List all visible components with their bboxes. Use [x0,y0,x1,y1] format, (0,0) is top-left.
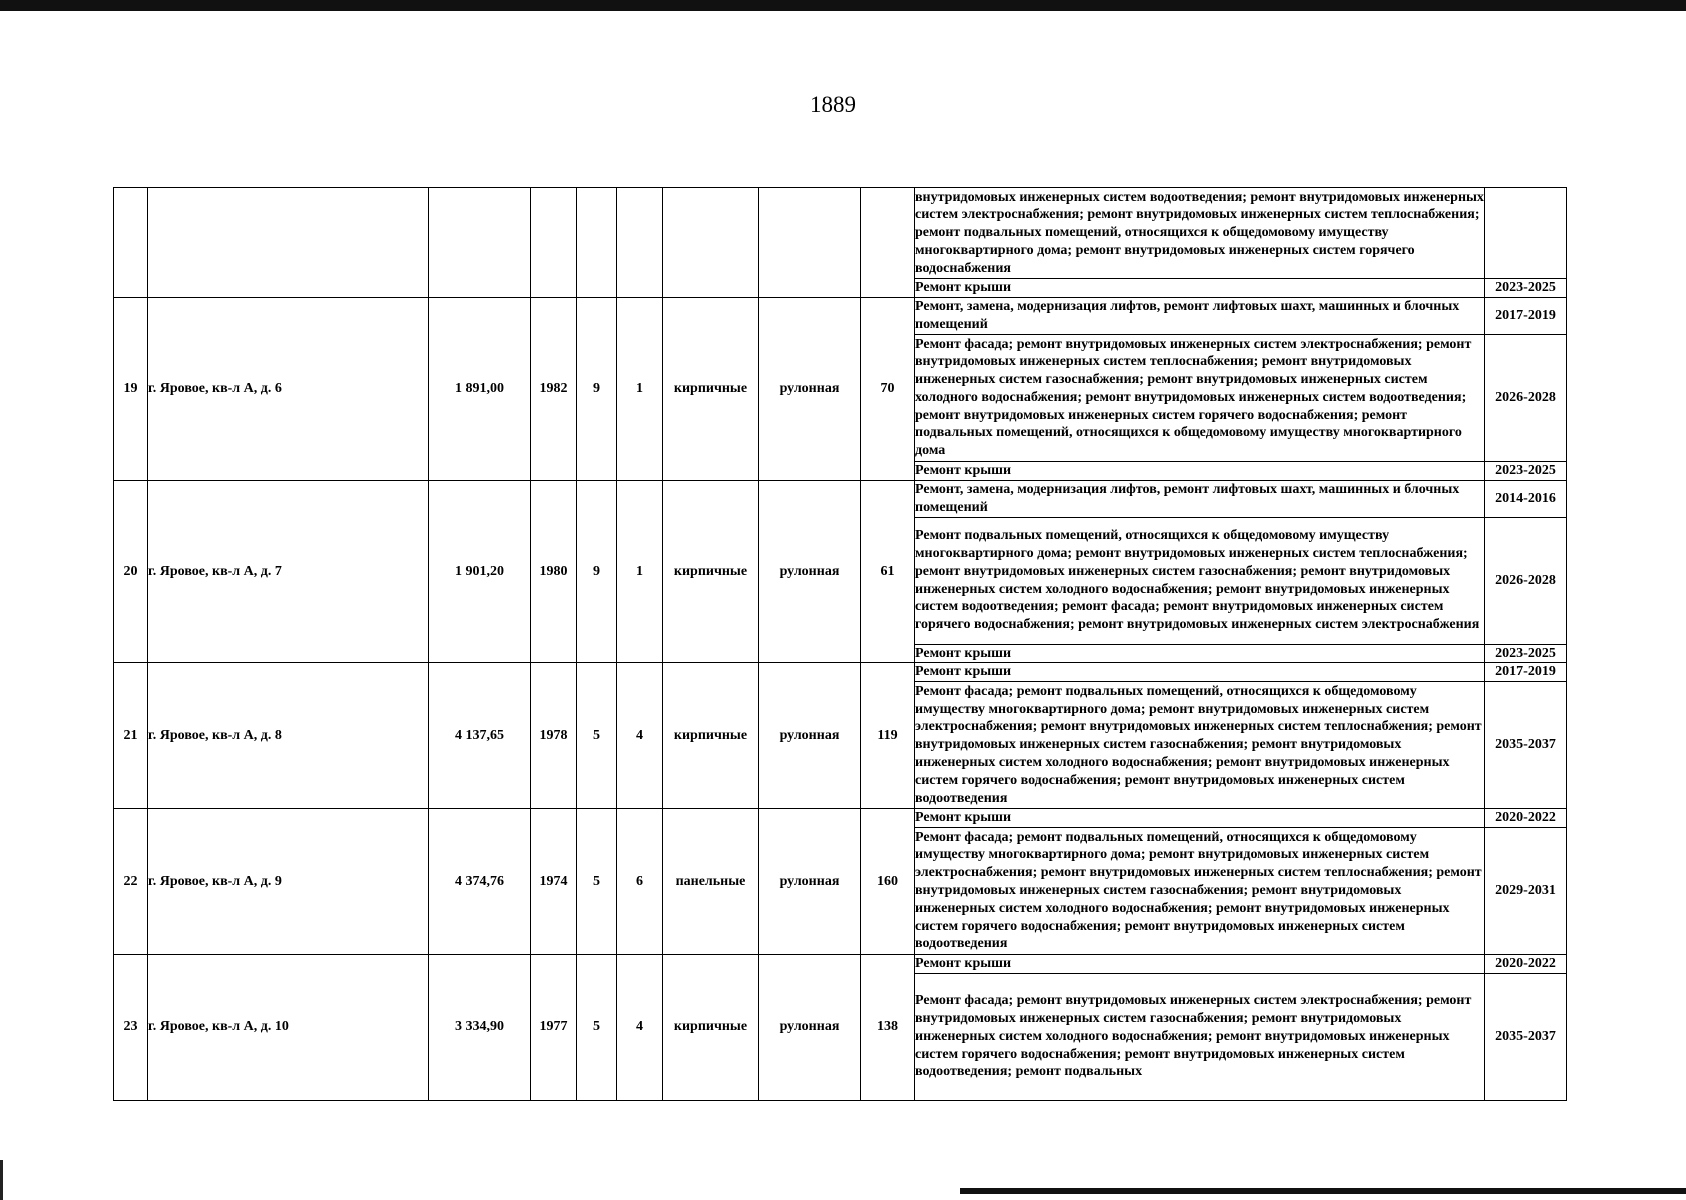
walls-cell: кирпичные [663,954,759,1100]
table-row [114,188,1567,279]
address-cell: г. Яровое, кв-л А, д. 7 [148,480,429,663]
year-cell: 1980 [531,480,577,663]
roof-cell: рулонная [759,297,861,480]
entrances-cell: 4 [617,954,663,1100]
walls-cell [663,188,759,298]
period-cell: 2017-2019 [1485,297,1567,334]
address-cell: г. Яровое, кв-л А, д. 9 [148,809,429,955]
table-row [114,954,1567,973]
num-cell: 22 [114,809,148,955]
work-cell: внутридомовых инженерных систем водоотведения; ремонт внутридомовых инженерных систем электроснабжения; ремонт внутридомовых инженерных систем теплоснабжения; ремонт подвальных помещений, относящихся к общедомовому имуществу многоквартирного дома; ремонт внутридомовых инженерных систем горячего водоснабжения [915,188,1485,279]
table-body [114,188,1567,1101]
num-cell: 23 [114,954,148,1100]
work-cell: Ремонт, замена, модернизация лифтов, ремонт лифтовых шахт, машинных и блочных помещений [915,297,1485,334]
entrances-cell: 4 [617,663,663,809]
walls-cell: панельные [663,809,759,955]
roof-cell: рулонная [759,663,861,809]
address-cell: г. Яровое, кв-л А, д. 10 [148,954,429,1100]
work-cell: Ремонт крыши [915,809,1485,828]
period-cell: 2020-2022 [1485,809,1567,828]
num-cell: 19 [114,297,148,480]
work-cell: Ремонт фасада; ремонт подвальных помещений, относящихся к общедомовому имуществу многоквартирного дома; ремонт внутридомовых инженерных систем электроснабжения; ремонт внутридомовых инженерных систем теплоснабжения; ремонт внутридомовых инженерных систем газоснабжения; ремонт внутридомовых инженерных систем холодного водоснабжения; ремонт внутридомовых инженерных систем горячего водоснабжения; ремонт внутридомовых инженерных систем водоотведения [915,682,1485,809]
area-cell [429,188,531,298]
work-cell: Ремонт фасада; ремонт подвальных помещений, относящихся к общедомовому имуществу многоквартирного дома; ремонт внутридомовых инженерных систем электроснабжения; ремонт внутридомовых инженерных систем теплоснабжения; ремонт внутридомовых инженерных систем газоснабжения; ремонт внутридомовых инженерных систем холодного водоснабжения; ремонт внутридомовых инженерных систем горячего водоснабжения; ремонт внутридомовых инженерных систем водоотведения [915,827,1485,954]
period-cell: 2017-2019 [1485,663,1567,682]
scan-left-mark [0,1160,3,1200]
floors-cell [577,188,617,298]
work-cell: Ремонт крыши [915,279,1485,298]
apartments-cell: 138 [861,954,915,1100]
year-cell: 1977 [531,954,577,1100]
period-cell: 2035-2037 [1485,682,1567,809]
table-row [114,809,1567,828]
roof-cell: рулонная [759,480,861,663]
period-cell: 2029-2031 [1485,827,1567,954]
period-cell: 2023-2025 [1485,644,1567,663]
page-number: 1889 [810,92,856,117]
entrances-cell: 6 [617,809,663,955]
period-cell: 2035-2037 [1485,973,1567,1100]
apartments-cell: 61 [861,480,915,663]
work-cell: Ремонт, замена, модернизация лифтов, ремонт лифтовых шахт, машинных и блочных помещений [915,480,1485,517]
area-cell: 1 891,00 [429,297,531,480]
period-cell [1485,188,1567,279]
num-cell [114,188,148,298]
area-cell: 1 901,20 [429,480,531,663]
work-cell: Ремонт подвальных помещений, относящихся к общедомовому имуществу многоквартирного дома; ремонт внутридомовых инженерных систем теплоснабжения; ремонт внутридомовых инженерных систем газоснабжения; ремонт внутридомовых инженерных систем холодного водоснабжения; ремонт внутридомовых инженерных систем водоотведения; ремонт фасада; ремонт внутридомовых инженерных систем горячего водоснабжения; ремонт внутридомовых инженерных систем электроснабжения [915,517,1485,644]
work-cell: Ремонт фасада; ремонт внутридомовых инженерных систем электроснабжения; ремонт внутридомовых инженерных систем теплоснабжения; ремонт внутридомовых инженерных систем газоснабжения; ремонт внутридомовых инженерных систем холодного водоснабжения; ремонт внутридомовых инженерных систем водоотведения; ремонт внутридомовых инженерных систем горячего водоснабжения; ремонт подвальных помещений, относящихся к общедомовому имуществу многоквартирного дома [915,334,1485,461]
work-cell: Ремонт крыши [915,663,1485,682]
area-cell: 4 374,76 [429,809,531,955]
walls-cell: кирпичные [663,663,759,809]
period-cell: 2023-2025 [1485,461,1567,480]
work-cell: Ремонт крыши [915,461,1485,480]
num-cell: 20 [114,480,148,663]
entrances-cell: 1 [617,297,663,480]
table-row [114,480,1567,517]
apartments-cell: 119 [861,663,915,809]
year-cell: 1982 [531,297,577,480]
roof-cell: рулонная [759,954,861,1100]
address-cell [148,188,429,298]
period-cell: 2014-2016 [1485,480,1567,517]
work-cell: Ремонт крыши [915,644,1485,663]
repair-schedule-table [113,187,1567,1101]
work-cell: Ремонт крыши [915,954,1485,973]
floors-cell: 5 [577,954,617,1100]
period-cell: 2023-2025 [1485,279,1567,298]
scan-bottom-edge [960,1188,1686,1194]
table-row [114,297,1567,334]
period-cell: 2026-2028 [1485,517,1567,644]
walls-cell: кирпичные [663,297,759,480]
address-cell: г. Яровое, кв-л А, д. 6 [148,297,429,480]
year-cell: 1974 [531,809,577,955]
entrances-cell [617,188,663,298]
area-cell: 4 137,65 [429,663,531,809]
num-cell: 21 [114,663,148,809]
work-cell: Ремонт фасада; ремонт внутридомовых инженерных систем электроснабжения; ремонт внутридомовых инженерных систем газоснабжения; ремонт внутридомовых инженерных систем холодного водоснабжения; ремонт внутридомовых инженерных систем горячего водоснабжения; ремонт внутридомовых инженерных систем водоотведения; ремонт подвальных [915,973,1485,1100]
period-cell: 2020-2022 [1485,954,1567,973]
roof-cell [759,188,861,298]
apartments-cell: 70 [861,297,915,480]
floors-cell: 9 [577,480,617,663]
table-row [114,663,1567,682]
roof-cell: рулонная [759,809,861,955]
apartments-cell [861,188,915,298]
apartments-cell: 160 [861,809,915,955]
period-cell: 2026-2028 [1485,334,1567,461]
address-cell: г. Яровое, кв-л А, д. 8 [148,663,429,809]
area-cell: 3 334,90 [429,954,531,1100]
year-cell: 1978 [531,663,577,809]
floors-cell: 5 [577,663,617,809]
walls-cell: кирпичные [663,480,759,663]
floors-cell: 5 [577,809,617,955]
year-cell [531,188,577,298]
floors-cell: 9 [577,297,617,480]
entrances-cell: 1 [617,480,663,663]
scan-top-edge [0,0,1686,11]
